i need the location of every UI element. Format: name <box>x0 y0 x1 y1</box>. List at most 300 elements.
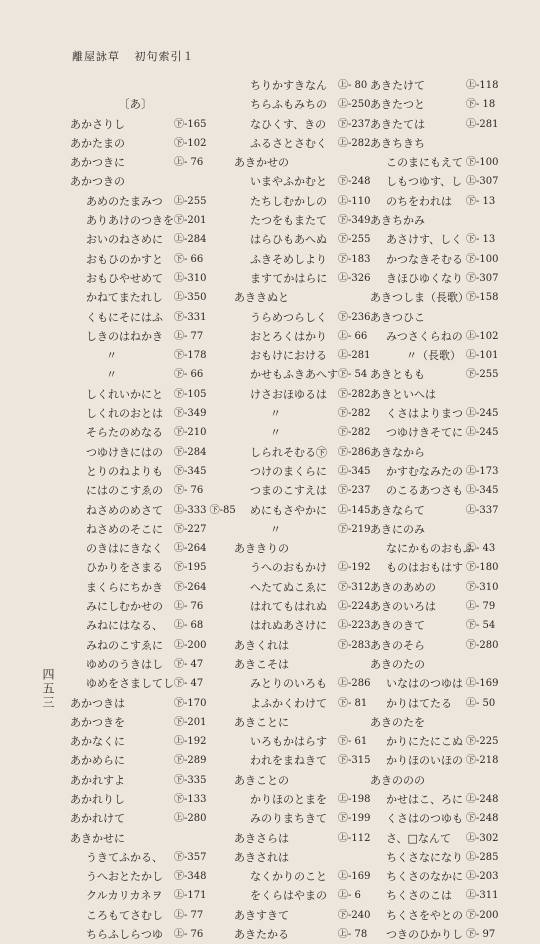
entry-reference: ㊤-145 <box>338 504 371 516</box>
entry-text: おとろくはかり <box>250 329 327 343</box>
index-entry <box>370 751 505 770</box>
index-entry <box>234 520 371 539</box>
entry-reference: ㊦-348 <box>174 871 207 883</box>
entry-text: ますてかはらに <box>250 271 328 285</box>
index-entry <box>370 732 505 751</box>
index-entry <box>234 906 371 925</box>
index-entry <box>234 694 368 713</box>
index-entry <box>370 462 505 481</box>
entry-reference: ㊤-345 <box>466 485 499 497</box>
index-entry <box>370 925 505 944</box>
index-entry <box>70 906 230 925</box>
entry-reference: ㊦-255 <box>338 234 371 246</box>
entry-reference: ㊤-281 <box>338 350 371 362</box>
index-entry <box>234 809 371 828</box>
index-entry <box>70 867 230 886</box>
entry-reference: ㊦-282 <box>338 388 371 400</box>
entry-text: おもけにおける <box>250 349 327 363</box>
index-entry <box>70 423 230 442</box>
entry-text: へたてぬこゑに <box>250 580 327 594</box>
entry-text: かねてまたれし <box>86 291 163 305</box>
index-entry <box>234 674 371 693</box>
index-entry <box>70 848 230 867</box>
entry-reference: ㊤-285 <box>466 851 499 863</box>
entry-text: いなはのつゆは <box>386 677 463 691</box>
entry-reference: ㊤- 78 <box>338 929 368 941</box>
entry-reference: ㊤-255 <box>174 195 207 207</box>
index-entry <box>70 115 230 134</box>
index-entry <box>234 848 364 867</box>
index-entry <box>370 308 505 327</box>
entry-reference: ㊤-192 <box>338 562 371 574</box>
entry-reference: ㊦- 81 <box>338 697 368 709</box>
entry-reference: ㊤-223 <box>338 620 371 632</box>
entry-text: おもひやせめて <box>86 271 163 285</box>
entry-reference: ㊤-284 <box>174 234 207 246</box>
index-entry <box>70 346 230 365</box>
entry-reference: ㊤-280 <box>174 813 207 825</box>
index-entry <box>234 462 371 481</box>
entry-reference: ㊤-350 <box>174 292 207 304</box>
index-entry <box>370 423 505 442</box>
entry-text: うきてふかる、 <box>86 850 163 864</box>
entry-text: ころもてさむし <box>86 908 163 922</box>
entry-reference: ㊦- 61 <box>338 736 368 748</box>
index-entry <box>370 809 505 828</box>
entry-reference: ㊤- 77 <box>174 330 204 342</box>
index-column-3 <box>370 76 505 944</box>
entry-text: あきのたを <box>370 715 425 729</box>
entry-text: いろもかはらす <box>250 735 327 749</box>
entry-text: あきともも <box>370 368 425 382</box>
entry-reference: ㊦-307 <box>466 272 499 284</box>
entry-reference: ㊦-240 <box>338 909 371 921</box>
entry-text: 〃（長歌） <box>406 349 461 363</box>
index-column-1 <box>70 76 236 944</box>
index-entry <box>70 674 230 693</box>
entry-reference: ㊦-248 <box>338 176 371 188</box>
entry-text: しられそむる㊦ <box>250 445 327 459</box>
entry-reference: ㊦-335 <box>174 774 207 786</box>
entry-text: あきちきち <box>370 136 425 150</box>
entry-reference: ㊤-250 <box>338 99 371 111</box>
entry-text: あきくれは <box>234 638 289 652</box>
entry-text: うらめつらしく <box>250 310 327 324</box>
entry-reference: ㊦-219 <box>338 523 371 535</box>
index-entry <box>70 790 230 809</box>
index-entry <box>70 404 230 423</box>
entry-text: とりのねよりも <box>86 464 163 478</box>
entry-text: このまにもえて <box>386 156 463 170</box>
index-entry <box>234 481 371 500</box>
entry-reference: ㊦- 66 <box>174 253 204 265</box>
entry-reference: ㊤-203 <box>466 871 499 883</box>
index-entry <box>70 385 230 404</box>
index-entry <box>70 925 230 944</box>
entry-text: かつなきそむる <box>386 252 463 266</box>
entry-text: あきにのみ <box>370 522 425 536</box>
entry-text: くもにそにはふ <box>86 310 163 324</box>
entry-text: ちくさのこは <box>386 889 452 903</box>
index-entry <box>234 115 371 134</box>
entry-text: ひかりをさまる <box>86 561 163 575</box>
entry-text: あきのたの <box>370 657 425 671</box>
index-entry <box>70 520 230 539</box>
entry-reference: ㊤-248 <box>466 793 499 805</box>
entry-text: ゆめのうきはし <box>86 657 163 671</box>
entry-reference: ㊤-286 <box>338 678 371 690</box>
entry-text: たちしむかしの <box>250 194 327 208</box>
entry-reference: ㊤-169 <box>466 678 499 690</box>
index-entry <box>70 134 230 153</box>
entry-text: ちくさのなかに <box>386 870 463 884</box>
index-entry <box>70 558 230 577</box>
entry-text: ふきそめしより <box>250 252 327 266</box>
index-entry <box>234 423 371 442</box>
index-entry <box>234 886 364 905</box>
entry-reference: ㊦-180 <box>466 562 499 574</box>
entry-reference: ㊦- 13 <box>466 195 496 207</box>
entry-reference: ㊦-225 <box>466 736 499 748</box>
entry-reference: ㊤- 79 <box>466 601 496 613</box>
entry-text: 〃 <box>270 522 281 536</box>
index-entry <box>70 829 230 848</box>
index-entry <box>234 925 368 944</box>
index-entry <box>234 365 368 384</box>
entry-text: あかめらに <box>70 754 125 768</box>
entry-reference: ㊤- 50 <box>466 697 496 709</box>
index-entry <box>370 115 505 134</box>
entry-text: いまやふかむと <box>250 175 327 189</box>
entry-reference: ㊦-357 <box>174 851 207 863</box>
entry-reference: ㊤-192 <box>174 736 207 748</box>
entry-text: はれぬあさけに <box>250 619 327 633</box>
entry-text: あかつきは <box>70 696 125 710</box>
index-entry <box>234 250 371 269</box>
index-entry <box>70 269 230 288</box>
entry-text: にはのこすゑの <box>86 484 163 498</box>
entry-text: のこるあつさも <box>386 484 463 498</box>
entry-text: あきののの <box>370 773 425 787</box>
entry-text: 〃 <box>106 368 117 382</box>
index-entry <box>370 501 505 520</box>
entry-text: みつさくらねの <box>386 329 463 343</box>
index-entry <box>234 732 368 751</box>
index-entry <box>370 192 505 211</box>
entry-reference: ㊦-100 <box>466 253 499 265</box>
index-entry <box>370 616 505 635</box>
entry-text: あきつしま（長歌） <box>370 291 469 305</box>
entry-text: あきかせの <box>234 156 289 170</box>
entry-reference: ㊤-311 <box>466 890 499 902</box>
entry-text: あきされは <box>234 850 289 864</box>
entry-reference: ㊦-210 <box>174 427 207 439</box>
entry-reference: ㊦-200 <box>466 909 499 921</box>
entry-text: かりほのいほの <box>386 754 463 768</box>
index-entry <box>70 597 230 616</box>
entry-text: みにしむかせの <box>86 600 163 614</box>
index-entry <box>70 288 230 307</box>
entry-text: きほひゆくなり <box>386 271 463 285</box>
entry-text: あきさらは <box>234 831 289 845</box>
index-entry <box>370 404 505 423</box>
entry-text: めにもさやかに <box>250 503 327 517</box>
entry-text: クルカリカネヲ <box>86 889 163 903</box>
entry-reference: ㊤-110 <box>338 195 371 207</box>
entry-text: 〔あ〕 <box>118 97 153 112</box>
index-entry <box>70 636 230 655</box>
entry-text: あきのいろは <box>370 600 436 614</box>
entry-text: われをまねきて <box>250 754 327 768</box>
index-entry <box>234 404 371 423</box>
entry-reference: ㊦-227 <box>174 523 207 535</box>
entry-text: あきちかみ <box>370 214 425 228</box>
index-entry <box>70 886 230 905</box>
entry-text: なひくす、きの <box>250 117 327 131</box>
entry-text: あきすきて <box>234 908 289 922</box>
entry-text: みねのこすゑに <box>86 638 163 652</box>
index-entry <box>70 771 230 790</box>
entry-text: おもひのかすと <box>86 252 163 266</box>
entry-text: みねにはなる、 <box>86 619 163 633</box>
entry-text: はれてもはれぬ <box>250 600 327 614</box>
entry-text: あかつきの <box>70 175 125 189</box>
entry-reference: ㊦-237 <box>338 118 371 130</box>
entry-text: しくれのおとは <box>86 407 163 421</box>
page-number: 四五三 <box>41 668 55 710</box>
index-entry <box>370 365 505 384</box>
entry-reference: ㊦-280 <box>466 639 499 651</box>
entry-reference: ㊦-201 <box>174 716 207 728</box>
index-entry <box>370 867 505 886</box>
index-entry <box>70 153 230 172</box>
index-entry <box>370 481 505 500</box>
entry-text: 〃 <box>106 349 117 363</box>
entry-reference: ㊦-315 <box>338 755 371 767</box>
index-title: 初句索引１ <box>134 50 195 63</box>
entry-reference: ㊤-310 <box>174 272 207 284</box>
index-column-2 <box>234 76 371 944</box>
index-entry <box>234 597 371 616</box>
entry-text: 〃 <box>270 407 281 421</box>
page-header <box>72 48 205 64</box>
index-entry <box>234 327 368 346</box>
entry-reference: ㊤-169 <box>338 871 371 883</box>
entry-text: つまのこすえは <box>250 484 327 498</box>
entry-reference: ㊦-284 <box>174 446 207 458</box>
index-entry <box>234 713 364 732</box>
entry-reference: ㊦-349 <box>174 408 207 420</box>
entry-text: しきのはねかき <box>86 329 163 343</box>
entry-text: けさおほゆるは <box>250 387 327 401</box>
entry-text: ものはおもはす <box>386 561 463 575</box>
index-entry <box>234 230 371 249</box>
entry-text: ちらふもみちの <box>250 98 327 112</box>
index-entry <box>234 172 371 191</box>
index-entry <box>234 790 371 809</box>
index-entry <box>70 76 230 95</box>
entry-text: のきはにきなく <box>86 542 163 556</box>
index-entry <box>370 327 505 346</box>
entry-reference: ㊤- 77 <box>174 909 204 921</box>
index-entry <box>370 211 505 230</box>
index-entry <box>234 134 371 153</box>
index-entry <box>70 616 230 635</box>
index-entry <box>370 95 505 114</box>
entry-reference: ㊦-282 <box>338 408 371 420</box>
entry-text: あかれすよ <box>70 773 125 787</box>
entry-text: 〃 <box>270 426 281 440</box>
entry-reference: ㊤-282 <box>338 137 371 149</box>
index-entry <box>370 443 505 462</box>
entry-reference: ㊤- 68 <box>174 620 204 632</box>
entry-reference: ㊦-312 <box>338 581 371 593</box>
entry-reference: ㊦-199 <box>338 813 371 825</box>
entry-text: たつをもまたて <box>250 214 327 228</box>
entry-text: みとりのいろも <box>250 677 327 691</box>
index-entry <box>370 385 505 404</box>
entry-text: よふかくわけて <box>250 696 327 710</box>
entry-reference: ㊦-158 <box>466 292 499 304</box>
entry-text: おいのねさめに <box>86 233 163 247</box>
entry-reference: ㊤-171 <box>174 890 207 902</box>
entry-reference: ㊦-331 <box>174 311 207 323</box>
entry-text: あきことの <box>234 773 289 787</box>
index-entry <box>70 250 230 269</box>
entry-text: ちらふしらつゆ <box>86 928 163 942</box>
entry-text: あきかせに <box>70 831 125 845</box>
index-entry <box>70 172 230 191</box>
entry-reference: ㊦-133 <box>174 793 207 805</box>
entry-reference: ㊦-255 <box>466 369 499 381</box>
entry-text: くさはのつゆも <box>386 812 463 826</box>
entry-reference: ㊦-310 <box>466 581 499 593</box>
entry-reference: ㊤-337 <box>466 504 499 516</box>
entry-reference: ㊦-100 <box>466 157 499 169</box>
entry-text: ねさめのそこに <box>86 522 163 536</box>
entry-text: ありあけのつきを <box>86 214 174 228</box>
entry-reference: ㊦- 13 <box>466 234 496 246</box>
index-entry <box>234 636 371 655</box>
index-entry <box>70 365 230 384</box>
entry-reference: ㊦-105 <box>174 388 207 400</box>
index-entry <box>234 867 371 886</box>
entry-text: かりにたにこぬ <box>386 735 463 749</box>
entry-reference: ㊦-218 <box>466 755 499 767</box>
entry-reference: ㊤-101 <box>466 350 499 362</box>
entry-reference: ㊦-349 <box>338 215 371 227</box>
entry-text: あかれりし <box>70 792 125 806</box>
entry-text: ちくさをやとの <box>386 908 463 922</box>
entry-reference: ㊤-307 <box>466 176 499 188</box>
entry-text: あめのたまみつ <box>86 194 163 208</box>
entry-reference: ㊤-112 <box>338 832 371 844</box>
entry-text: あきたかる <box>234 928 289 942</box>
index-entry <box>234 578 371 597</box>
index-entry <box>370 713 505 732</box>
entry-reference: ㊦-286 <box>338 446 371 458</box>
entry-text: ふるさとさむく <box>250 136 327 150</box>
entry-reference: ㊦- 54 <box>466 620 496 632</box>
entry-reference: ㊤- 80 <box>338 80 368 91</box>
entry-reference: ㊤-118 <box>466 80 499 91</box>
index-entry <box>70 732 230 751</box>
index-entry <box>370 674 505 693</box>
entry-reference: ㊦-201 <box>174 215 207 227</box>
index-entry <box>370 886 505 905</box>
index-entry <box>70 578 230 597</box>
entry-text: のちをわれは <box>386 194 452 208</box>
entry-reference: ㊦-248 <box>466 813 499 825</box>
entry-text: かりはてたる <box>386 696 452 710</box>
entry-text: さ、□なんて <box>386 831 451 845</box>
index-entry <box>370 771 505 790</box>
entry-reference: ㊤-302 <box>466 832 499 844</box>
entry-text: あきのそら <box>370 638 425 652</box>
entry-reference: ㊦- 97 <box>466 929 496 941</box>
entry-reference: ㊦-345 <box>174 465 207 477</box>
index-entry <box>234 385 371 404</box>
entry-text: あききぬと <box>234 291 289 305</box>
entry-reference: ㊦-165 <box>174 118 207 130</box>
index-entry <box>234 558 371 577</box>
entry-reference: ㊦-102 <box>174 137 207 149</box>
entry-text: うへのおもかけ <box>250 561 327 575</box>
index-entry <box>234 211 371 230</box>
entry-text: つゆけきそてに <box>386 426 463 440</box>
index-entry <box>70 327 230 346</box>
index-entry <box>370 269 505 288</box>
index-entry <box>70 655 230 674</box>
entry-text: ゆめをさましてし <box>86 677 174 691</box>
entry-reference: ㊤- 76 <box>174 601 204 613</box>
entry-text: あきといへは <box>370 387 436 401</box>
index-entry <box>70 462 230 481</box>
entry-reference: ㊤- 76 <box>174 929 204 941</box>
entry-text: あきのきて <box>370 619 425 633</box>
entry-text: あきのあめの <box>370 580 436 594</box>
entry-text: かせもふきあへす <box>250 368 338 382</box>
index-entry <box>70 713 230 732</box>
entry-text: あかつきに <box>70 156 125 170</box>
entry-text: あきたつと <box>370 98 425 112</box>
entry-text: あかなくに <box>70 735 125 749</box>
index-entry <box>370 906 505 925</box>
entry-text: あきたては <box>370 117 425 131</box>
index-entry <box>370 694 505 713</box>
index-entry <box>370 790 505 809</box>
entry-reference: ㊤-326 <box>338 272 371 284</box>
entry-reference: ㊦-237 <box>338 485 371 497</box>
index-entry <box>234 501 371 520</box>
index-entry <box>234 539 364 558</box>
index-entry <box>370 230 505 249</box>
index-entry <box>370 76 505 95</box>
entry-text: ねさめのめさて <box>86 503 163 517</box>
entry-text: あきならて <box>370 503 425 517</box>
index-entry <box>70 481 230 500</box>
entry-reference: ㊤- 6 <box>338 890 361 902</box>
index-entry <box>70 308 230 327</box>
entry-reference: ㊤- 43 <box>466 543 496 555</box>
index-entry <box>370 346 505 365</box>
index-entry <box>70 751 230 770</box>
entry-text: しくれいかにと <box>86 387 163 401</box>
entry-reference: ㊤-102 <box>466 330 499 342</box>
entry-reference: ㊤-245 <box>466 427 499 439</box>
index-entry <box>370 597 505 616</box>
entry-reference: ㊦- 66 <box>174 369 204 381</box>
